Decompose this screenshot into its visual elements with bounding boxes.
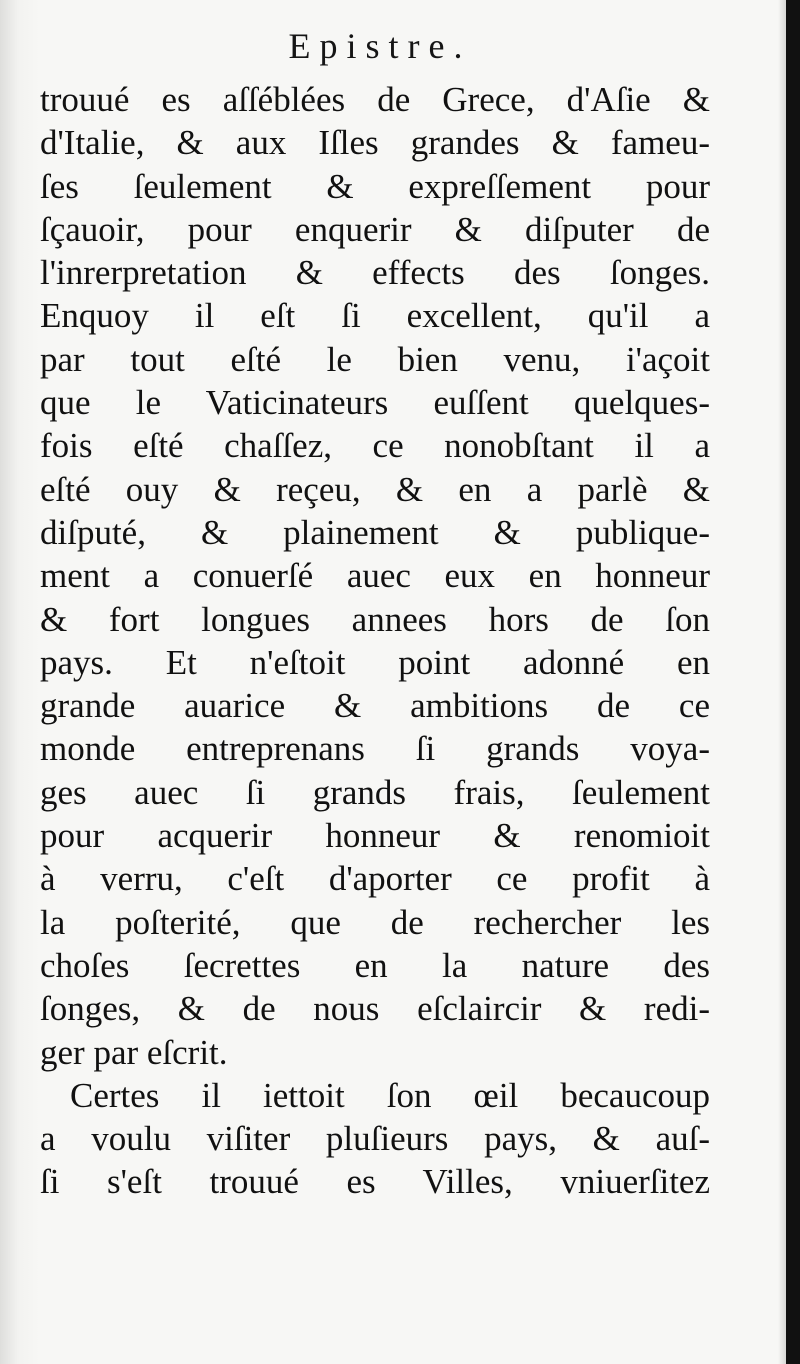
text-line: à verru, c'eſt d'aporter ce profit à	[40, 859, 710, 899]
text-line: ſonges, & de nous eſclaircir & redi-	[40, 989, 710, 1029]
text-line: choſes ſecrettes en la nature des	[40, 945, 710, 985]
text-line: grande auarice & ambitions de ce	[40, 686, 710, 726]
text-line: Enquoy il eſt ſi excellent, qu'il a	[40, 296, 710, 336]
text-line: eſté ouy & reçeu, & en a parlè &	[40, 469, 710, 509]
text-line: fois eſté chaſſez, ce nonobſtant il a	[40, 426, 710, 466]
text-line: d'Italie, & aux Iſles grandes & fameu-	[40, 123, 710, 163]
text-line: pour acquerir honneur & renomioit	[40, 816, 710, 856]
text-line: pays. Et n'eſtoit point adonné en	[40, 642, 710, 682]
text-line: ment a conuerſé auec eux en honneur	[40, 556, 710, 596]
paragraph-start-line: Certes il iettoit ſon œil becaucoup	[70, 1075, 710, 1115]
text-line: par tout eſté le bien venu, i'açoit	[40, 339, 710, 379]
text-line: la poſterité, que de rechercher les	[40, 902, 710, 942]
text-line: a voulu viſiter pluſieurs pays, & auſ-	[40, 1119, 710, 1159]
text-line: monde entreprenans ſi grands voya-	[40, 729, 710, 769]
text-line: l'inrerpretation & effects des ſonges.	[40, 253, 710, 293]
page-edge-shadow	[786, 0, 800, 1364]
running-header: Epistre.	[288, 26, 472, 66]
text-line: que le Vaticinateurs euſſent quelques-	[40, 383, 710, 423]
book-page	[40, 20, 710, 1260]
text-line: ſes ſeulement & expreſſement pour	[40, 166, 710, 206]
text-line: diſputé, & plainement & publique-	[40, 512, 710, 552]
text-line: ges auec ſi grands frais, ſeulement	[40, 772, 710, 812]
body-text	[40, 78, 710, 1204]
text-line: trouué es aſſéblées de Grece, d'Aſie &	[40, 80, 710, 119]
text-line: ger par eſcrit.	[40, 1032, 228, 1072]
text-line: ſi s'eſt trouué es Villes, vniuerſitez	[40, 1162, 710, 1202]
text-line: & fort longues annees hors de ſon	[40, 599, 710, 639]
text-line: ſçauoir, pour enquerir & diſputer de	[40, 209, 710, 249]
